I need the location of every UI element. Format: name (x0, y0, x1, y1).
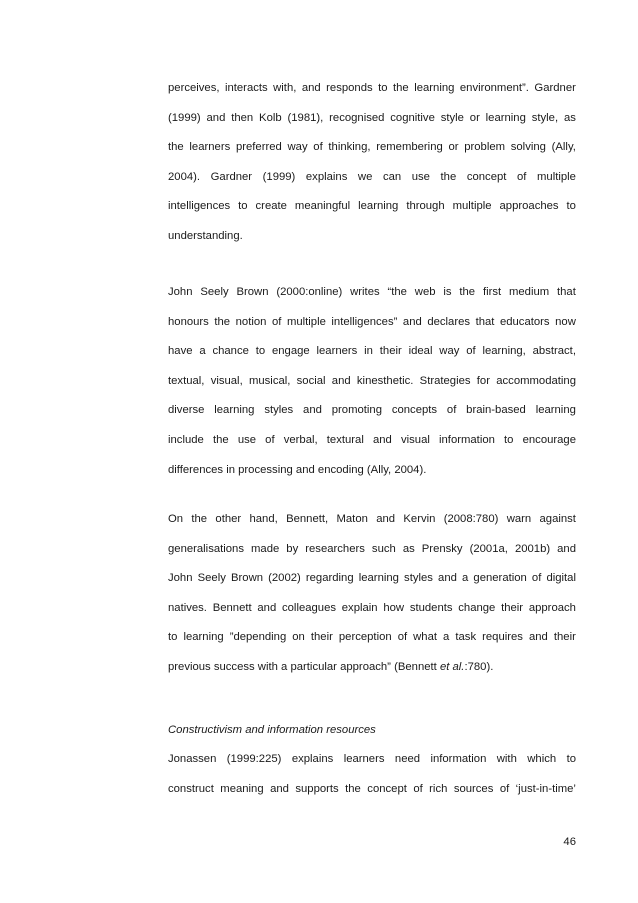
section-heading: Constructivism and information resources (168, 724, 376, 736)
text-line: generalisations made by researchers such as Prensky (2001a, 2001b) and (168, 542, 576, 555)
text-line: Jonassen (1999:225) explains learners need information with which to (168, 753, 576, 765)
text-line: differences in processing and encoding (Ally, 2004). (168, 463, 427, 476)
text-line: John Seely Brown (2002) regarding learning styles and a generation of digital (168, 572, 576, 585)
text-line: the learners preferred way of thinking, remembering or problem solving (Ally, (168, 141, 576, 154)
text-line: to learning ”depending on their perception of what a task requires and their (168, 631, 576, 644)
paragraph-bennett (168, 505, 576, 683)
text-line: diverse learning styles and promoting concepts of brain-based learning (168, 404, 576, 417)
paragraph-jonassen (168, 745, 576, 804)
text-line: perceives, interacts with, and responds to the learning environment”. Gardner (168, 82, 576, 94)
text-line: understanding. (168, 229, 243, 242)
text-line: have a chance to engage learners in their ideal way of learning, abstract, (168, 345, 576, 358)
page-number: 46 (563, 836, 576, 848)
text-line: John Seely Brown (2000:online) writes “the web is the first medium that (168, 286, 576, 298)
text-line: textual, visual, musical, social and kinesthetic. Strategies for accommodating (168, 374, 576, 387)
text-line: previous success with a particular approach” (Bennett et al.:780). (168, 660, 494, 673)
text-line: natives. Bennett and colleagues explain how students change their approach (168, 601, 576, 614)
text-line: On the other hand, Bennett, Maton and Kervin (2008:780) warn against (168, 513, 576, 525)
text-line: (1999) and then Kolb (1981), recognised cognitive style or learning style, as (168, 111, 576, 124)
text-line: construct meaning and supports the concept of rich sources of ‘just-in-time’ (168, 782, 576, 795)
text-line: 2004). Gardner (1999) explains we can use the concept of multiple (168, 170, 576, 183)
text-line: intelligences to create meaningful learning through multiple approaches to (168, 200, 576, 213)
text-line: include the use of verbal, textural and visual information to encourage (168, 433, 576, 446)
paragraph-learning-styles (168, 74, 576, 252)
text-line: honours the notion of multiple intelligences” and declares that educators now (168, 315, 576, 328)
paragraph-seely-brown (168, 278, 576, 485)
